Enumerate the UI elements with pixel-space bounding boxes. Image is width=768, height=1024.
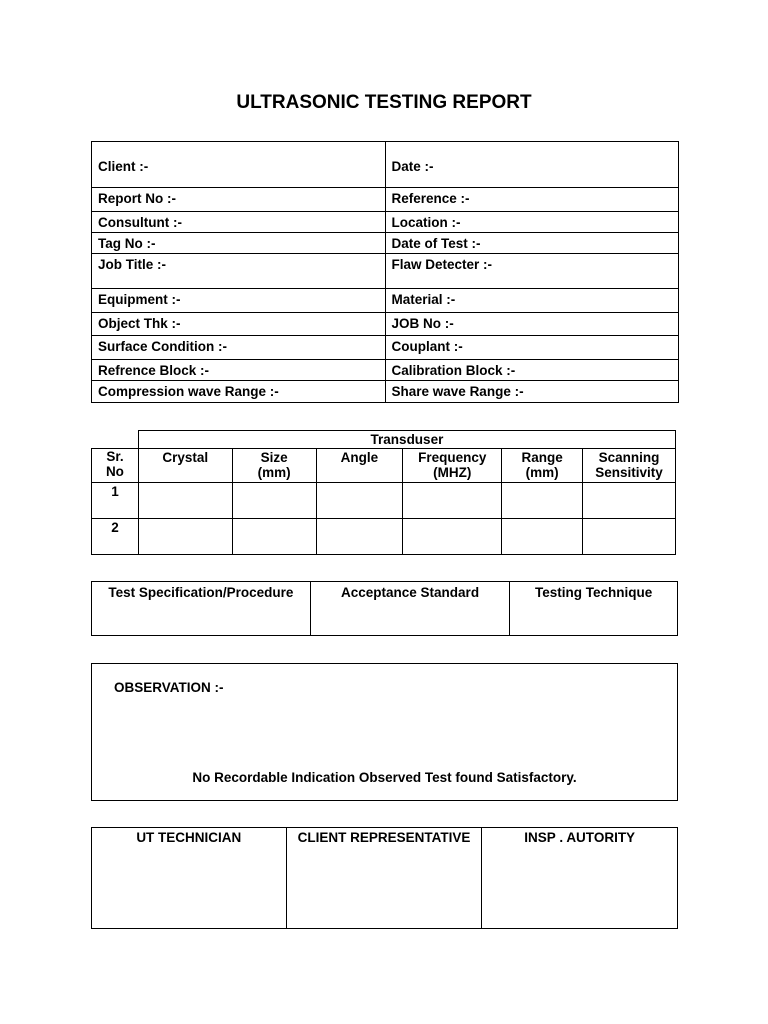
observation-result: No Recordable Indication Observed Test found Satisfactory. (192, 770, 577, 785)
calibration-block-field: Calibration Block :- (385, 360, 678, 381)
frequency-cell (403, 483, 502, 519)
angle-cell (316, 483, 403, 519)
specification-table (91, 581, 678, 636)
client-representative-signature: CLIENT REPRESENTATIVE (286, 828, 482, 929)
material-field: Material :- (385, 289, 678, 313)
compression-wave-range-field: Compression wave Range :- (92, 381, 386, 403)
couplant-field: Couplant :- (385, 336, 678, 360)
table-row (92, 519, 676, 555)
object-thk-field: Object Thk :- (92, 313, 386, 336)
flaw-detector-field: Flaw Detecter :- (385, 254, 678, 289)
crystal-cell (138, 483, 232, 519)
client-field: Client :- (92, 142, 386, 188)
tag-no-field: Tag No :- (92, 233, 386, 254)
table-row (92, 483, 676, 519)
job-title-field: Job Title :- (92, 254, 386, 289)
surface-condition-field: Surface Condition :- (92, 336, 386, 360)
date-of-test-field: Date of Test :- (385, 233, 678, 254)
transducer-group-header: Transduser (138, 431, 675, 449)
angle-header: Angle (316, 449, 403, 483)
ut-technician-signature: UT TECHNICIAN (92, 828, 287, 929)
report-info-table (91, 141, 679, 403)
range-header: Range (mm) (502, 449, 583, 483)
sr-header-blank (92, 431, 139, 449)
acceptance-standard-cell: Acceptance Standard (310, 582, 510, 636)
range-cell (502, 519, 583, 555)
sr-no-cell: 2 (92, 519, 139, 555)
consultant-field: Consultunt :- (92, 212, 386, 233)
crystal-cell (138, 519, 232, 555)
job-no-field: JOB No :- (385, 313, 678, 336)
size-cell (232, 483, 316, 519)
size-cell (232, 519, 316, 555)
sr-no-cell: 1 (92, 483, 139, 519)
crystal-header: Crystal (138, 449, 232, 483)
sr-no-header: Sr. No (92, 449, 139, 483)
observation-box (91, 663, 678, 801)
equipment-field: Equipment :- (92, 289, 386, 313)
report-title: ULTRASONIC TESTING REPORT (236, 92, 532, 113)
frequency-cell (403, 519, 502, 555)
frequency-header: Frequency (MHZ) (403, 449, 502, 483)
inspection-authority-signature: INSP . AUTORITY (482, 828, 678, 929)
range-cell (502, 483, 583, 519)
scanning-sensitivity-cell (583, 483, 676, 519)
report-no-field: Report No :- (92, 188, 386, 212)
signatures-table (91, 827, 678, 929)
scanning-sensitivity-cell (583, 519, 676, 555)
angle-cell (316, 519, 403, 555)
observation-label: OBSERVATION :- (114, 680, 224, 695)
size-header: Size (mm) (232, 449, 316, 483)
scanning-sensitivity-header: Scanning Sensitivity (583, 449, 676, 483)
date-field: Date :- (385, 142, 678, 188)
transducer-table (91, 430, 676, 555)
shear-wave-range-field: Share wave Range :- (385, 381, 678, 403)
reference-field: Reference :- (385, 188, 678, 212)
reference-block-field: Refrence Block :- (92, 360, 386, 381)
location-field: Location :- (385, 212, 678, 233)
testing-technique-cell: Testing Technique (510, 582, 678, 636)
test-specification-cell: Test Specification/Procedure (92, 582, 311, 636)
